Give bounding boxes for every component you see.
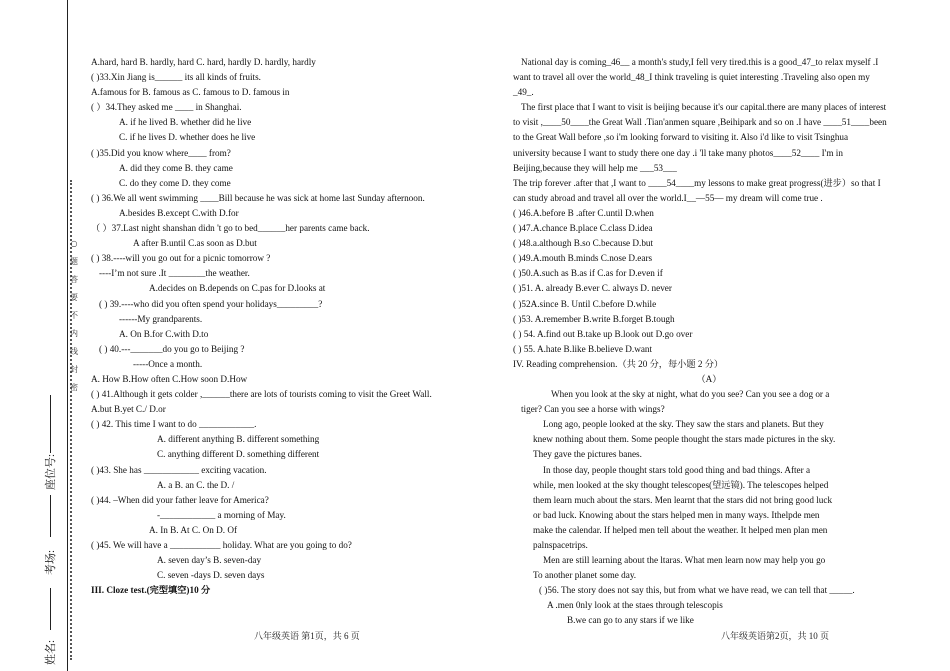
right-column	[513, 55, 905, 629]
cloze-passage-line: want to travel all over the world_48_I think traveling is quiet interesting .Traveling also open my	[513, 72, 870, 83]
page-footer-left: 八年级英语 第1页，共 6 页	[254, 631, 360, 641]
reading-passage-line: Men are still learning about the ltaras. What men learn now may help you go	[543, 555, 826, 566]
cloze-passage-line: The first place that I want to visit is beijing because it's our capital.there are many places of interest	[521, 102, 887, 113]
reading-passage-line: them learn much about the stars. Men learnt that the stars did not bring good luck	[533, 494, 833, 505]
options-56: A .men 0nly look at the staes through telescopis	[547, 600, 723, 611]
reading-passage-line: They gave the pictures banes.	[533, 449, 642, 460]
section-heading-cloze: III. Cloze test.(完型填空)10 分	[91, 585, 211, 596]
options-39: A. On B.for C.with D.to	[119, 328, 209, 339]
question-34: ( ）34.They asked me ____ in Shanghai.	[91, 102, 242, 113]
options-41: A.but B.yet C./ D.or	[91, 404, 166, 415]
cloze-passage-line: The trip forever .after that ,I want to ____54____my lessons to make great progress(进步）so that I	[513, 177, 881, 188]
question-39: ( ) 39.----who did you often spend your holidays_________?	[99, 298, 323, 309]
cloze-passage-line: National day is coming_46__ a month's study,I fell very tired.this is a good_47_to relax myself .I	[521, 57, 879, 67]
reading-passage-line: To another planet some day.	[533, 570, 637, 581]
options-34: A. if he lived B. whether did he live	[119, 117, 252, 128]
options-43: A. a B. an C. the D. /	[157, 479, 235, 490]
name-line	[50, 588, 51, 630]
reading-passage-line: When you look at the sky at night, what do you see? Can you see a dog or a	[551, 389, 830, 400]
options-42: A. different anything B. different something	[157, 434, 320, 445]
reading-passage-line: knew nothing about them. Some people thought the stars made pictures in the sky.	[533, 434, 836, 445]
section-heading-reading: IV. Reading comprehension.（共 20 分，每小题 2 分）	[513, 358, 724, 369]
cloze-passage-line: university because I want to study there one day .i 'll take many photos____52____ I'm in	[513, 147, 843, 158]
reading-passage-line: Long ago, people looked at the sky. They saw the stars and planets. But they	[543, 419, 824, 430]
question-43: ( )43. She has ____________ exciting vacation.	[91, 464, 267, 475]
dialogue-40: -----Once a month.	[133, 358, 203, 369]
question-33: ( )33.Xin Jiang is______ its all kinds of fruits.	[91, 72, 261, 83]
options-40: A. How B.How often C.How soon D.How	[91, 373, 248, 384]
dialogue-44: -____________ a morning of May.	[157, 509, 286, 520]
seal-char: 内	[70, 329, 78, 338]
seal-char: ○	[70, 239, 78, 248]
binding-line	[67, 0, 68, 671]
question-37: （ ）37.Last night shanshan didn 't go to bed______her parents came back.	[91, 223, 370, 234]
reading-passage-line: make the calendar. If helped men tell about the weather. It helped men plan men	[533, 524, 828, 535]
question-42: ( ) 42. This time I want to do ____________.	[91, 419, 257, 430]
seat-number-line	[50, 395, 51, 453]
cloze-option-46: ( )46.A.before B .after C.until D.when	[513, 207, 654, 218]
options-45: C. seven -days D. seven days	[157, 570, 265, 581]
question-44: ( )44. –When did your father leave for America?	[91, 494, 269, 505]
cloze-option-54: ( ) 54. A.find out B.take up B.look out D.go over	[513, 328, 693, 339]
seal-char: 线	[70, 347, 78, 356]
question-35: ( )35.Did you know where____ from?	[91, 147, 231, 158]
question-41: ( ) 41.Although it gets colder ,______there are lots of tourists coming to visit the Greet Wall.	[91, 389, 432, 400]
seal-char: 封	[70, 365, 78, 374]
text-line: A.hard, hard B. hardly, hard C. hard, hardly D. hardly, hardly	[91, 57, 316, 67]
options-36: A.besides B.except C.with D.for	[119, 207, 239, 218]
question-36: ( ) 36.We all went swimming ____Bill because he was sick at home last Sunday afternoon.	[91, 192, 425, 203]
cloze-passage-line: can study abroad and travel all over the world.I__—55— my dream will come true .	[513, 192, 823, 203]
question-38: ( ) 38.----will you go out for a picnic tomorrow ?	[91, 253, 271, 264]
cloze-option-47: ( )47.A.chance B.place C.class D.idea	[513, 223, 653, 234]
options-38: A.decides on B.depends on C.pas for D.looks at	[149, 283, 326, 294]
question-45: ( )45. We will have a ___________ holiday. What are you going to do?	[91, 540, 352, 550]
seal-char: 密	[70, 383, 78, 392]
question-56: ( )56. The story does not say this, but from what we have read, we can tell that _____.	[539, 585, 855, 596]
reading-passage-line: tiger? Can you see a horse with wings?	[521, 404, 665, 415]
cloze-passage-line: _49_.	[513, 87, 534, 98]
seal-char: 题	[70, 257, 78, 266]
passage-label-a: （A）	[696, 373, 722, 384]
reading-passage-line: palnspacetrips.	[533, 540, 588, 550]
cloze-passage-line: to the Great Wall before ,so i'm looking forward to visiting it. Also i'd like to visit Tsinghua	[513, 132, 849, 143]
reading-passage-line: or bad luck. Knowing about the stars helped men in many ways. Ithelpde men	[533, 509, 820, 520]
reading-passage-line: while, men looked at the sky thought telescopes(望远镜). The telescopes helped	[533, 479, 829, 490]
dialogue-39: ------My grandparents.	[119, 313, 203, 324]
options-45: A. seven day’s B. seven-day	[157, 555, 262, 566]
cloze-option-48: ( )48.a.although B.so C.because D.but	[513, 238, 654, 249]
seal-char: 答	[70, 275, 78, 284]
cloze-option-50: ( )50.A.such as B.as if C.as for D.even if	[513, 268, 663, 279]
options-56: B.we can go to any stars if we like	[567, 615, 694, 626]
options-35: A. did they come B. they came	[119, 162, 233, 173]
left-column	[91, 55, 486, 598]
seal-char: 要	[70, 293, 78, 302]
dialogue-38: ----I’m not sure .It ________the weather.	[99, 268, 250, 279]
cloze-option-53: ( )53. A.remember B.write B.forget B.tough	[513, 313, 675, 324]
cloze-option-52: ( )52A.since B. Until C.before D.while	[513, 298, 657, 309]
exam-room-label: 考场:	[45, 549, 57, 575]
cloze-passage-line: Beijing,because they will help me ___53___	[513, 162, 677, 173]
seal-warning-text	[69, 235, 79, 397]
options-35: C. do they come D. they come	[119, 177, 231, 188]
name-label: 姓名:	[45, 639, 57, 665]
options-33: A.famous for B. famous as C. famous to D. famous in	[91, 87, 290, 98]
options-44: A. In B. At C. On D. Of	[149, 524, 238, 535]
options-34: C. if he lives D. whether does he live	[119, 132, 256, 143]
cloze-passage-line: to visit ,____50____the Great Wall .Tian'anmen square ,Beihipark and so on .I have ____51____been	[513, 117, 887, 128]
exam-room-line	[50, 495, 51, 537]
options-42: C. anything different D. something different	[157, 449, 320, 460]
options-37: A after B.until C.as soon as D.but	[133, 238, 257, 249]
seat-number-label: 座位号:	[45, 453, 57, 490]
cloze-option-55: ( ) 55. A.hate B.like B.believe D.want	[513, 343, 653, 354]
page-footer-right: 八年级英语第2页，共 10 页	[721, 631, 830, 641]
question-40: ( ) 40.---_______do you go to Beijing ?	[99, 343, 245, 354]
cloze-option-49: ( )49.A.mouth B.minds C.nose D.ears	[513, 253, 653, 264]
cloze-option-51: ( )51. A. already B.ever C. always D. never	[513, 283, 672, 294]
seal-char: 不	[70, 311, 78, 320]
reading-passage-line: In those day, people thought stars told good thing and bad things. After a	[543, 464, 811, 475]
